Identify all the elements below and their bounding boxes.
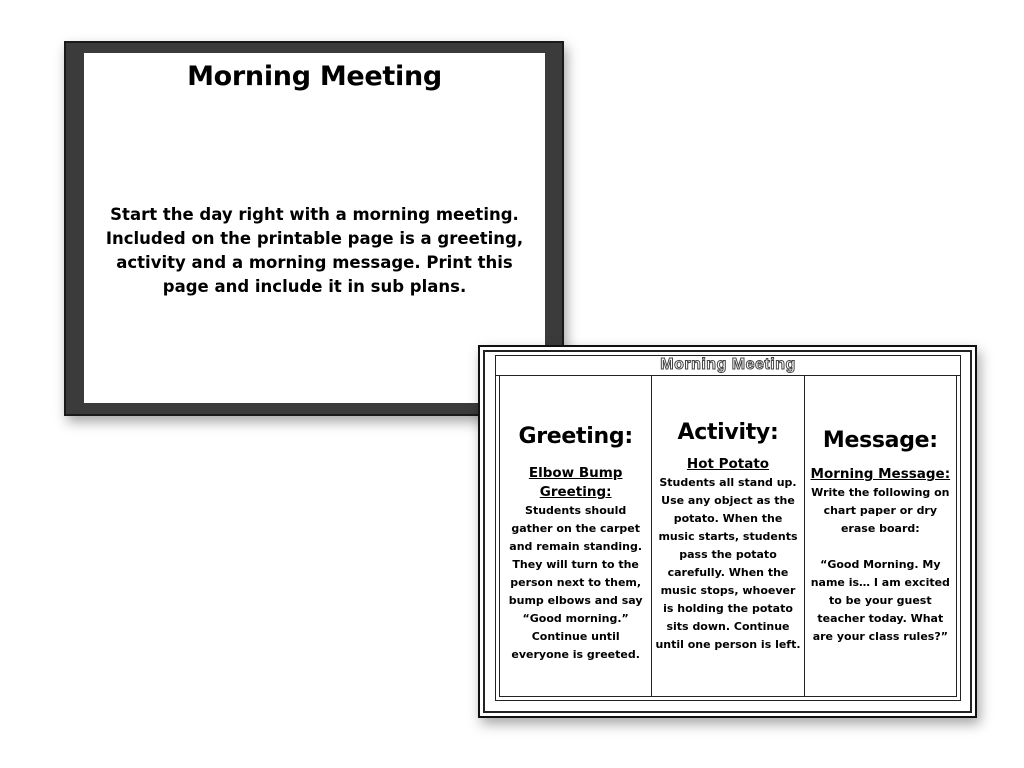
sheet-columns bbox=[496, 376, 960, 700]
message-body: Write the following on chart paper or dry erase board: “Good Morning. My name is… I am excited to be your guest teacher today. What are your class rules?” bbox=[810, 486, 950, 643]
intro-description: Start the day right with a morning meeting. Included on the printable page is a greeting, activity and a morning message. Print this page and include it in sub plans. bbox=[105, 205, 524, 296]
activity-subheading: Hot Potato bbox=[686, 456, 770, 472]
activity-heading: Activity: bbox=[677, 420, 779, 445]
message-column bbox=[805, 376, 957, 697]
intro-card-content bbox=[84, 53, 545, 403]
sheet-title: Morning Meeting bbox=[496, 356, 960, 376]
printable-sheet-card bbox=[478, 345, 977, 718]
sheet-frame bbox=[483, 350, 972, 713]
greeting-body: Students should gather on the carpet and remain standing. They will turn to the person next to them, bump elbows and say “Good morning.” Continue until everyone is greeted. bbox=[508, 504, 643, 661]
intro-title: Morning Meeting bbox=[187, 61, 442, 92]
message-subheading: Morning Message: bbox=[810, 466, 951, 482]
activity-column bbox=[652, 376, 804, 697]
sheet bbox=[495, 355, 961, 701]
greeting-subheading: Elbow Bump Greeting: bbox=[528, 465, 623, 500]
greeting-column bbox=[499, 376, 652, 697]
greeting-heading: Greeting: bbox=[518, 424, 633, 449]
activity-body: Students all stand up. Use any object as the potato. When the music starts, students pass the potato carefully. When the music stops, whoever is holding the potato sits down. Continue until one person is left. bbox=[655, 476, 801, 651]
message-heading: Message: bbox=[822, 428, 938, 453]
